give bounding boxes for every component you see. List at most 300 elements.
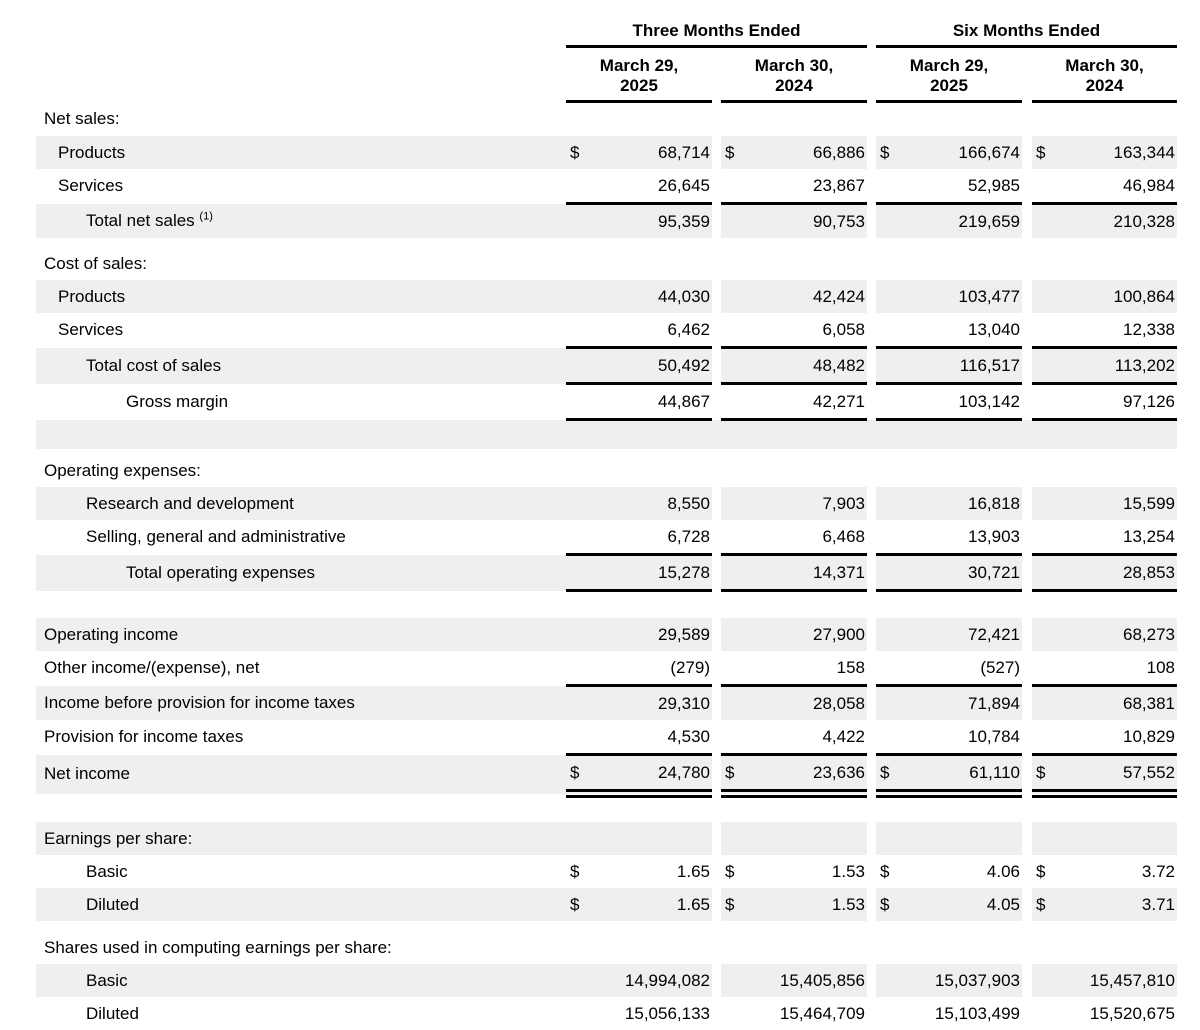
column-gap (867, 454, 876, 487)
row-label-text: Total operating expenses (126, 563, 315, 582)
section-row (36, 454, 1177, 487)
value-cell: 3.72 (1054, 855, 1177, 888)
value-cell: 97,126 (1054, 384, 1177, 420)
column-gap (1022, 651, 1032, 686)
value-cell: 48,482 (743, 348, 867, 384)
value-cell (1054, 454, 1177, 487)
currency-cell (566, 487, 588, 520)
value-cell (588, 931, 712, 964)
currency-cell: $ (876, 888, 898, 921)
table-header (36, 12, 1177, 102)
value-cell: 44,867 (588, 384, 712, 420)
currency-cell (721, 102, 743, 137)
value-cell: 44,030 (588, 280, 712, 313)
value-cell: 68,714 (588, 136, 712, 169)
row-label-text: Other income/(expense), net (44, 658, 259, 677)
spacer-cell (36, 420, 1177, 450)
column-gap (712, 136, 721, 169)
column-gap (1022, 555, 1032, 591)
currency-cell (876, 313, 898, 348)
value-cell: 61,110 (898, 755, 1022, 794)
row-label-text: Services (58, 320, 123, 339)
column-gap (712, 618, 721, 651)
row-label (36, 204, 566, 239)
row-label-text: Research and development (86, 494, 294, 513)
column-gap (712, 822, 721, 855)
currency-cell: $ (876, 136, 898, 169)
currency-cell: $ (721, 855, 743, 888)
currency-cell: $ (876, 755, 898, 794)
table-row (36, 313, 1177, 348)
currency-cell (721, 204, 743, 239)
row-label-text: Products (58, 143, 125, 162)
column-gap (712, 169, 721, 204)
period-group-row (36, 12, 1177, 47)
value-cell: 23,867 (743, 169, 867, 204)
column-gap (867, 247, 876, 280)
currency-cell (566, 618, 588, 651)
row-label-text: Earnings per share: (44, 829, 192, 848)
value-cell (898, 931, 1022, 964)
column-gap (1022, 822, 1032, 855)
value-cell (898, 822, 1022, 855)
value-cell: 71,894 (898, 686, 1022, 721)
row-label (36, 102, 566, 137)
date-line: March 29, (566, 56, 712, 76)
column-gap (712, 47, 721, 102)
currency-cell (1032, 348, 1054, 384)
value-cell (743, 247, 867, 280)
value-cell: 14,371 (743, 555, 867, 591)
column-gap (1022, 313, 1032, 348)
value-cell: 14,994,082 (588, 964, 712, 997)
column-gap (1022, 888, 1032, 921)
column-gap (1022, 931, 1032, 964)
column-gap (1022, 102, 1032, 137)
currency-cell (1032, 247, 1054, 280)
table-row (36, 384, 1177, 420)
table-row (36, 555, 1177, 591)
currency-cell (566, 822, 588, 855)
currency-cell (721, 384, 743, 420)
currency-cell (721, 720, 743, 755)
row-label-text: Net income (44, 764, 130, 783)
currency-cell (566, 520, 588, 555)
value-cell: 4,422 (743, 720, 867, 755)
value-cell: 3.71 (1054, 888, 1177, 921)
value-cell: 15,520,675 (1054, 997, 1177, 1030)
row-label (36, 855, 566, 888)
value-cell: 15,278 (588, 555, 712, 591)
section-row (36, 931, 1177, 964)
value-cell: 13,903 (898, 520, 1022, 555)
date-header-row (36, 47, 1177, 102)
currency-cell (876, 931, 898, 964)
table-row (36, 136, 1177, 169)
table-row (36, 720, 1177, 755)
currency-cell (876, 964, 898, 997)
value-cell: 16,818 (898, 487, 1022, 520)
column-gap (712, 384, 721, 420)
spacer-row (36, 921, 1177, 931)
row-label (36, 931, 566, 964)
row-label-text: Basic (86, 862, 128, 881)
column-gap (712, 280, 721, 313)
row-label (36, 686, 566, 721)
currency-cell (721, 686, 743, 721)
value-cell: 4.05 (898, 888, 1022, 921)
value-cell (898, 454, 1022, 487)
value-cell: 72,421 (898, 618, 1022, 651)
currency-cell (1032, 169, 1054, 204)
column-gap (867, 136, 876, 169)
value-cell: 4,530 (588, 720, 712, 755)
table-row (36, 520, 1177, 555)
column-gap (1022, 487, 1032, 520)
column-gap (1022, 204, 1032, 239)
value-cell: 15,056,133 (588, 997, 712, 1030)
spacer-cell (36, 591, 1177, 619)
column-gap (712, 651, 721, 686)
column-gap (712, 520, 721, 555)
row-label (36, 651, 566, 686)
column-gap (712, 755, 721, 794)
currency-cell (566, 280, 588, 313)
column-gap (712, 931, 721, 964)
value-cell (588, 822, 712, 855)
currency-cell (566, 555, 588, 591)
column-gap (712, 964, 721, 997)
column-gap (867, 755, 876, 794)
row-label-text: Operating expenses: (44, 461, 201, 480)
section-row (36, 247, 1177, 280)
spacer-cell (36, 921, 1177, 931)
column-gap (867, 555, 876, 591)
currency-cell (876, 720, 898, 755)
column-gap (867, 487, 876, 520)
row-label (36, 618, 566, 651)
currency-cell (1032, 454, 1054, 487)
row-label-text: Shares used in computing earnings per share: (44, 938, 392, 957)
currency-cell (721, 280, 743, 313)
currency-cell (1032, 280, 1054, 313)
value-cell: 15,457,810 (1054, 964, 1177, 997)
table-row (36, 888, 1177, 921)
value-cell: 26,645 (588, 169, 712, 204)
currency-cell (1032, 931, 1054, 964)
currency-cell (1032, 964, 1054, 997)
currency-cell (721, 618, 743, 651)
column-gap (1022, 686, 1032, 721)
value-cell: 219,659 (898, 204, 1022, 239)
column-gap (867, 720, 876, 755)
value-cell: 4.06 (898, 855, 1022, 888)
col-header-date-4 (1032, 47, 1177, 102)
column-gap (1022, 169, 1032, 204)
table-row (36, 169, 1177, 204)
currency-cell (1032, 822, 1054, 855)
value-cell: 166,674 (898, 136, 1022, 169)
column-gap (867, 280, 876, 313)
currency-cell (721, 520, 743, 555)
currency-cell (721, 247, 743, 280)
value-cell: 42,424 (743, 280, 867, 313)
value-cell: 66,886 (743, 136, 867, 169)
currency-cell (566, 720, 588, 755)
value-cell: 68,381 (1054, 686, 1177, 721)
column-gap (712, 204, 721, 239)
currency-cell (566, 204, 588, 239)
column-gap (867, 618, 876, 651)
currency-cell (1032, 384, 1054, 420)
currency-cell (1032, 313, 1054, 348)
row-label (36, 348, 566, 384)
col-group-three-months: Three Months Ended (566, 12, 867, 47)
value-cell (588, 454, 712, 487)
column-gap (712, 888, 721, 921)
table-row (36, 651, 1177, 686)
row-label (36, 487, 566, 520)
row-label (36, 520, 566, 555)
currency-cell (566, 686, 588, 721)
table-body (36, 102, 1177, 1030)
value-cell: 52,985 (898, 169, 1022, 204)
col-header-date-2 (721, 47, 867, 102)
column-gap (1022, 520, 1032, 555)
currency-cell: $ (566, 136, 588, 169)
column-gap (867, 931, 876, 964)
value-cell: 90,753 (743, 204, 867, 239)
currency-cell (876, 102, 898, 137)
currency-cell (876, 520, 898, 555)
row-label-text: Cost of sales: (44, 254, 147, 273)
row-label (36, 720, 566, 755)
column-gap (867, 384, 876, 420)
table-row (36, 348, 1177, 384)
currency-cell: $ (566, 755, 588, 794)
date-line: 2025 (566, 76, 712, 96)
value-cell (1054, 247, 1177, 280)
currency-cell (876, 204, 898, 239)
row-label-text: Operating income (44, 625, 178, 644)
currency-cell (721, 487, 743, 520)
currency-cell (876, 686, 898, 721)
spacer-row (36, 591, 1177, 619)
value-cell (743, 454, 867, 487)
value-cell: 28,853 (1054, 555, 1177, 591)
currency-cell (566, 247, 588, 280)
column-gap (712, 686, 721, 721)
financial-statement (0, 12, 1200, 1030)
column-gap (867, 888, 876, 921)
value-cell (1054, 931, 1177, 964)
value-cell: 50,492 (588, 348, 712, 384)
currency-cell (876, 618, 898, 651)
currency-cell (1032, 520, 1054, 555)
currency-cell (721, 555, 743, 591)
column-gap (712, 454, 721, 487)
value-cell: 6,058 (743, 313, 867, 348)
row-label-text: Total cost of sales (86, 356, 221, 375)
row-label-text: Net sales: (44, 109, 120, 128)
value-cell: 15,037,903 (898, 964, 1022, 997)
value-cell: 30,721 (898, 555, 1022, 591)
value-cell (1054, 822, 1177, 855)
currency-cell: $ (721, 136, 743, 169)
row-label (36, 555, 566, 591)
currency-cell (1032, 686, 1054, 721)
value-cell: 15,599 (1054, 487, 1177, 520)
value-cell: 103,142 (898, 384, 1022, 420)
row-label (36, 964, 566, 997)
date-line: March 30, (1032, 56, 1177, 76)
value-cell: 1.65 (588, 855, 712, 888)
table-row (36, 686, 1177, 721)
col-header-date-3 (876, 47, 1022, 102)
column-gap (1022, 618, 1032, 651)
currency-cell (876, 169, 898, 204)
column-gap (712, 247, 721, 280)
value-cell: 116,517 (898, 348, 1022, 384)
currency-cell (721, 964, 743, 997)
column-gap (1022, 136, 1032, 169)
value-cell: 103,477 (898, 280, 1022, 313)
currency-cell: $ (566, 888, 588, 921)
currency-cell (876, 487, 898, 520)
currency-cell (1032, 618, 1054, 651)
value-cell (743, 931, 867, 964)
value-cell: 23,636 (743, 755, 867, 794)
currency-cell (876, 454, 898, 487)
row-label (36, 755, 566, 794)
value-cell: 6,462 (588, 313, 712, 348)
value-cell: 24,780 (588, 755, 712, 794)
value-cell (588, 247, 712, 280)
column-gap (1022, 384, 1032, 420)
spacer-row (36, 420, 1177, 450)
column-gap (867, 313, 876, 348)
column-gap (867, 822, 876, 855)
column-gap (1022, 964, 1032, 997)
value-cell: 113,202 (1054, 348, 1177, 384)
value-cell: (279) (588, 651, 712, 686)
column-gap (1022, 247, 1032, 280)
currency-cell (876, 384, 898, 420)
row-label-text: Diluted (86, 1004, 139, 1023)
date-line: 2024 (1032, 76, 1177, 96)
row-label-text: Gross margin (126, 392, 228, 411)
value-cell: 158 (743, 651, 867, 686)
row-label (36, 313, 566, 348)
currency-cell: $ (566, 855, 588, 888)
column-gap (867, 651, 876, 686)
column-gap (712, 102, 721, 137)
row-label-text: Total net sales (86, 211, 195, 230)
currency-cell: $ (721, 755, 743, 794)
value-cell: 6,468 (743, 520, 867, 555)
row-label (36, 384, 566, 420)
value-cell: 13,040 (898, 313, 1022, 348)
value-cell: 15,405,856 (743, 964, 867, 997)
currency-cell (876, 280, 898, 313)
spacer-cell (36, 238, 1177, 247)
table-row (36, 855, 1177, 888)
column-gap (867, 169, 876, 204)
column-gap (712, 348, 721, 384)
row-label-text: Selling, general and administrative (86, 527, 346, 546)
footnote-ref: (1) (199, 210, 212, 222)
value-cell: 68,273 (1054, 618, 1177, 651)
currency-cell (566, 348, 588, 384)
column-gap (1022, 755, 1032, 794)
spacer-row (36, 238, 1177, 247)
currency-cell: $ (1032, 136, 1054, 169)
currency-cell (566, 313, 588, 348)
value-cell (588, 102, 712, 137)
value-cell (898, 102, 1022, 137)
currency-cell (1032, 555, 1054, 591)
column-gap (712, 487, 721, 520)
value-cell: 210,328 (1054, 204, 1177, 239)
currency-cell: $ (1032, 888, 1054, 921)
value-cell: 1.65 (588, 888, 712, 921)
table-row (36, 487, 1177, 520)
value-cell: 13,254 (1054, 520, 1177, 555)
column-gap (712, 313, 721, 348)
column-gap (712, 555, 721, 591)
currency-cell (566, 384, 588, 420)
currency-cell (876, 651, 898, 686)
table-row (36, 280, 1177, 313)
currency-cell: $ (876, 855, 898, 888)
currency-cell (721, 169, 743, 204)
section-row (36, 822, 1177, 855)
spacer-cell (36, 794, 1177, 823)
value-cell: 15,464,709 (743, 997, 867, 1030)
column-gap (712, 720, 721, 755)
header-label-spacer (36, 47, 566, 102)
value-cell: 46,984 (1054, 169, 1177, 204)
value-cell: 1.53 (743, 855, 867, 888)
header-label-spacer (36, 12, 566, 47)
row-label-text: Income before provision for income taxes (44, 693, 355, 712)
col-group-six-months: Six Months Ended (876, 12, 1177, 47)
currency-cell: $ (1032, 755, 1054, 794)
row-label (36, 888, 566, 921)
value-cell (743, 822, 867, 855)
currency-cell (566, 651, 588, 686)
currency-cell (566, 454, 588, 487)
column-gap (867, 348, 876, 384)
row-label (36, 454, 566, 487)
column-gap (867, 855, 876, 888)
column-gap (1022, 47, 1032, 102)
column-gap (867, 204, 876, 239)
currency-cell (566, 169, 588, 204)
row-label-text: Provision for income taxes (44, 727, 243, 746)
column-gap (867, 520, 876, 555)
value-cell: 29,310 (588, 686, 712, 721)
currency-cell (876, 247, 898, 280)
table-row (36, 964, 1177, 997)
value-cell: 57,552 (1054, 755, 1177, 794)
currency-cell (1032, 487, 1054, 520)
value-cell: 42,271 (743, 384, 867, 420)
currency-cell (721, 651, 743, 686)
currency-cell (876, 555, 898, 591)
currency-cell (566, 964, 588, 997)
value-cell (898, 247, 1022, 280)
